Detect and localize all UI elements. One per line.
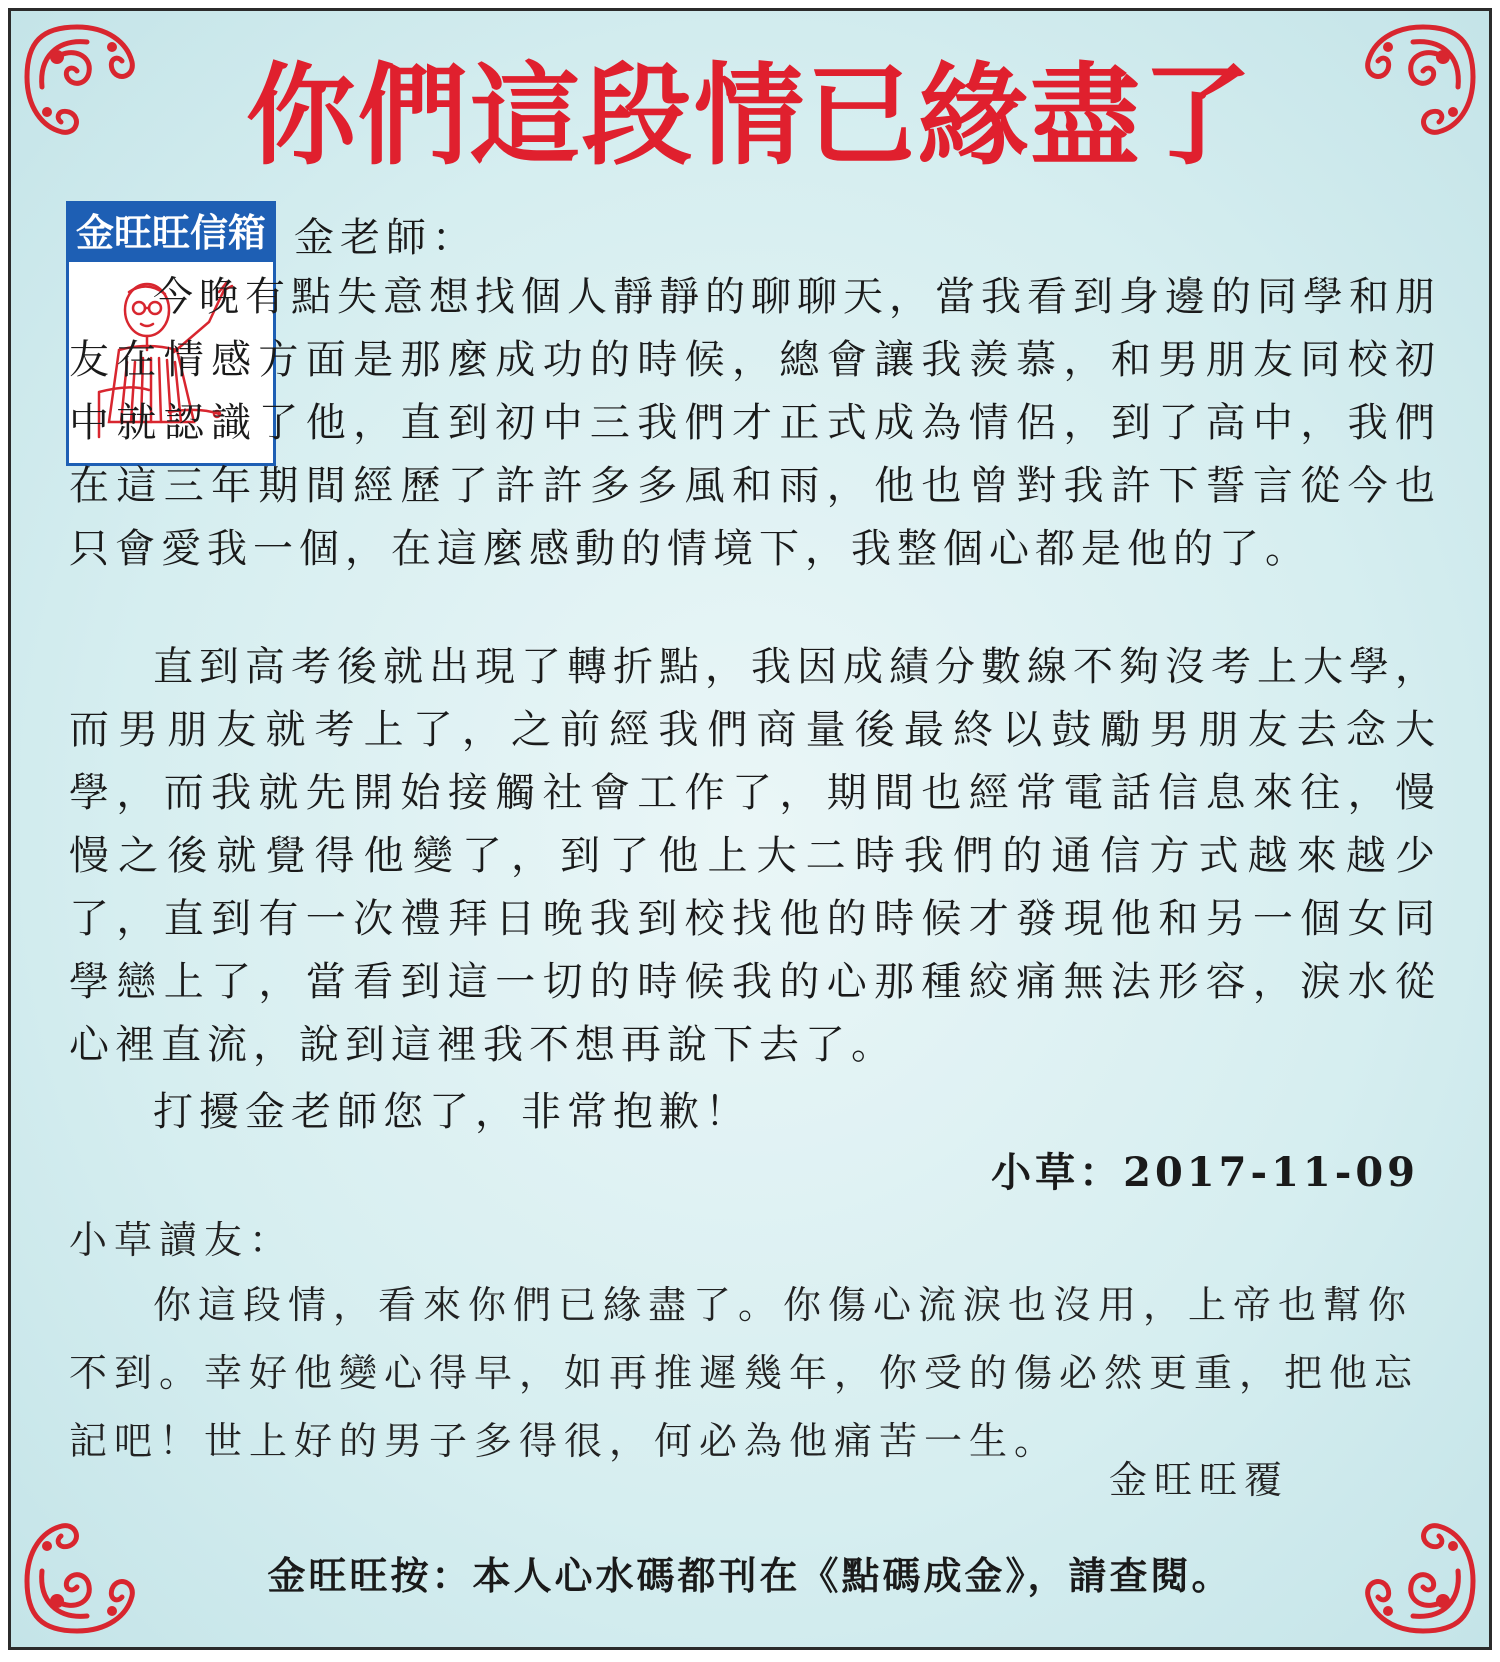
footer-note: 金旺旺按：本人心水碼都刊在《點碼成金》，請查閱。 <box>267 1554 1233 1598</box>
reply-signoff: 金旺旺覆 <box>1108 1458 1289 1502</box>
letter-paragraph: 直到高考後就出現了轉折點，我因成績分數線不夠沒考上大學，而男朋友就考上了，之前經我們商量後最終以鼓勵男朋友去念大學，而我就先開始接觸社會工作了，期間也經常電話信息來往，慢慢之後就覺得他變了，到了他上大二時我們的通信方式越來越少了，直到有一次禮拜日晚我到校找他的時候才發現他和另一個女同學戀上了，當看到這一切的時候我的心那種絞痛無法形容，淚水從心裡直流，說到這裡我不想再說下去了。 <box>69 644 1441 1068</box>
letter-signoff: 小草：2017-11-09 <box>991 1149 1419 1196</box>
reply-salutation: 小草讀友： <box>69 1218 295 1262</box>
headline: 你們這段情已緣盡了 <box>246 51 1254 180</box>
letter-paragraph: 打擾金老師您了，非常抱歉！ <box>153 1089 751 1135</box>
letter-salutation: 金老師： <box>294 215 478 261</box>
column-title: 金旺旺信箱 <box>69 204 273 262</box>
letter-paragraph: 今晚有點失意想找個人靜靜的聊聊天，當我看到身邊的同學和朋友在情感方面是那麼成功的時候，總會讓我羨慕，和男朋友同校初中就認識了他，直到初中三我們才正式成為情侶，到了高中，我們在這三年期間經歷了許許多多風和雨，他也曾對我許下誓言從今也只會愛我一個，在這麼感動的情境下，我整個心都是他的了。 <box>69 274 1441 572</box>
reply-body: 你這段情，看來你們已緣盡了。你傷心流淚也沒用，上帝也幫你不到。幸好他變心得早，如再推遲幾年，你受的傷必然更重，把他忘記吧！世上好的男子多得很，何必為他痛苦一生。 <box>69 1283 1420 1463</box>
column-frame <box>8 8 1492 1650</box>
